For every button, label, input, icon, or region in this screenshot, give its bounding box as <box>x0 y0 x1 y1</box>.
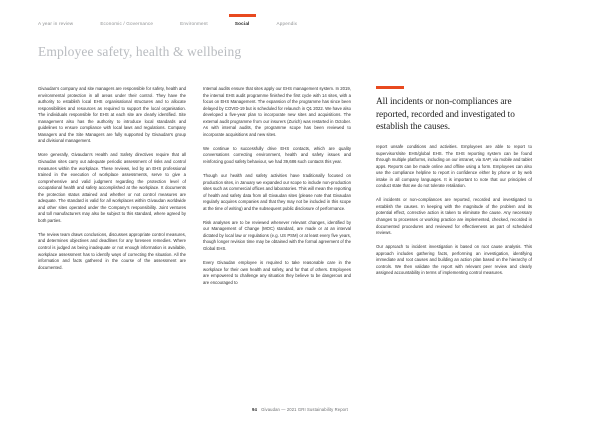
paragraph: All incidents or non-compliances are reported, recorded and investigated to establish the causes. In keeping with the magnitude of the problem and its potential effect, corrective action is taken to eliminate the cause. Any necessary changes to processes or working practice are implemented, checked, recorded in documented procedures and reviewed for effectiveness as part of scheduled reviews. <box>376 197 532 236</box>
column-right <box>376 86 532 294</box>
nav-item-label: Economic / Governance <box>100 21 154 26</box>
paragraph: Though our health and safety activities have traditionally focused on production sites, in January we expanded our scope to include non-production sites such as commercial offices and laboratories. This will mean the reporting of health and safety data from all Givaudan sites (please note that Givaudan regularly acquires companies and that they may not be included in this scope at the time of writing) and the subsequent public disclosure of performance. <box>203 173 351 211</box>
footer-text: Givaudan — 2021 GRI Sustainability Report <box>261 407 348 412</box>
column-middle <box>203 86 351 294</box>
paragraph: We continue to successfully drive EHS contacts, which are quality conversations correcting environment, health and safety issues and reinforcing good safety behaviour, we had 39,686 such contacts this year. <box>203 145 351 164</box>
nav-item-label: Environment <box>180 21 208 26</box>
nav-item-appendix[interactable] <box>277 21 298 27</box>
column-left <box>38 86 186 294</box>
footer-page-number: 94 <box>252 407 258 412</box>
paragraph: Internal audits ensure that sites apply our EHS management system. In 2019, the internal EHS audit programme finished the first cycle with 14 sites, with a focus on EHS Management. The expansion of the programme has since been delayed by COVID-19 but is scheduled for relaunch in Q1 2022. We have also developed a five-year plan to incorporate new sites and acquisitions. The external audit programme from our insurers (Zurich) was restarted in October. As with internal audits, the programme scope has been reviewed to incorporate acquisitions and new sites. <box>203 86 351 137</box>
paragraph: The review team draws conclusions, discusses appropriate control measures, and determines objectives and deadlines for any foreseen remedies. Where control is judged as being inadequate or not enough information is available, workplace assessment has to identify ways of correcting the situation. All the information and facts gathered in the course of the assessment are documented. <box>38 231 186 270</box>
pullquote: All incidents or non-compliances are reported, recorded and investigated to establish the causes. <box>376 97 515 132</box>
paragraph: Every Givaudan employee is required to take reasonable care in the workplace for their own health and safety, and for that of others. Employees are empowered to challenge any situation they believe to be dangerous and are encouraged to <box>203 260 351 285</box>
nav-item-label: Social <box>234 21 250 26</box>
nav-item-economic-governance[interactable] <box>100 21 153 27</box>
paragraph: Our approach to incident investigation is based on root cause analysis. This approach includes gathering facts, performing an investigation, identifying immediate and root causes and building an action plan based on the hierarchy of controls. We then validate the report with relevant peer review and clearly assigned accountability in terms of implementing control measures. <box>376 244 532 276</box>
nav-item-a-year-in-review[interactable] <box>38 21 73 27</box>
nav-item-social[interactable] <box>235 21 250 27</box>
top-navigation[interactable] <box>38 21 297 27</box>
paragraph: Givaudan's company and site managers are responsible for safety, health and environmental protection in all areas under their control. They have the authority to establish local EHS organisational structures and to allocate responsibilities and resources as required to support the local organisation. The individuals responsible for EHS at each site are clearly identified. Site management also has the authority to introduce local standards and guidelines to ensure compliance with local laws and regulations. Company Managers and the Site Managers are fully supported by Givaudan's group and divisional management. <box>38 86 186 144</box>
paragraph: Risk analyses are to be reviewed whenever relevant changes, identified by our Management of Change (MOC) standard, are made or at an interval dictated by local law or regulations (e.g. US PSM) or at least every five years, though longer revision time may be obtained with the formal agreement of the Global EHS. <box>203 219 351 251</box>
page-footer <box>0 407 600 412</box>
page-title: Employee safety, health & wellbeing <box>38 44 242 59</box>
nav-item-label: Appendix <box>276 21 298 26</box>
nav-item-environment[interactable] <box>180 21 208 27</box>
pullquote-accent-rule <box>376 86 404 89</box>
nav-item-label: A year in review <box>38 21 74 26</box>
article-content <box>38 86 562 294</box>
paragraph: More generally, Givaudan's Health and Safety directives require that all Givaudan sites carry out adequate periodic assessment of risks and control measures within the workplace. These reviews, led by an EHS professional trained in the execution of workplace assessments, serve to give a comprehensive and valid judgment regarding the protection level of occupational health and safety accomplished at the workplace. It documents the protection status attained and whether or not control measures are adequate. The standard is valid for all workplaces within Givaudan worldwide and other sites operated under the Company's responsibility. Joint ventures and toll manufacturers may also be subject to this standard, where agreed by both parties. <box>38 152 186 223</box>
paragraph: report unsafe conditions and activities. Employees are able to report to supervisors/site EHS/global EHS. The EHS reporting system can be found through multiple platforms, including on our intranet, via SAP, via mobile and tablet apps. Reports can be made online and offline using a form. Employees can also use the compliance helpline to report in confidence either by phone or by web intake in all company languages. It is important to note that our principles of conduct state that we do not tolerate retaliation. <box>376 144 532 189</box>
